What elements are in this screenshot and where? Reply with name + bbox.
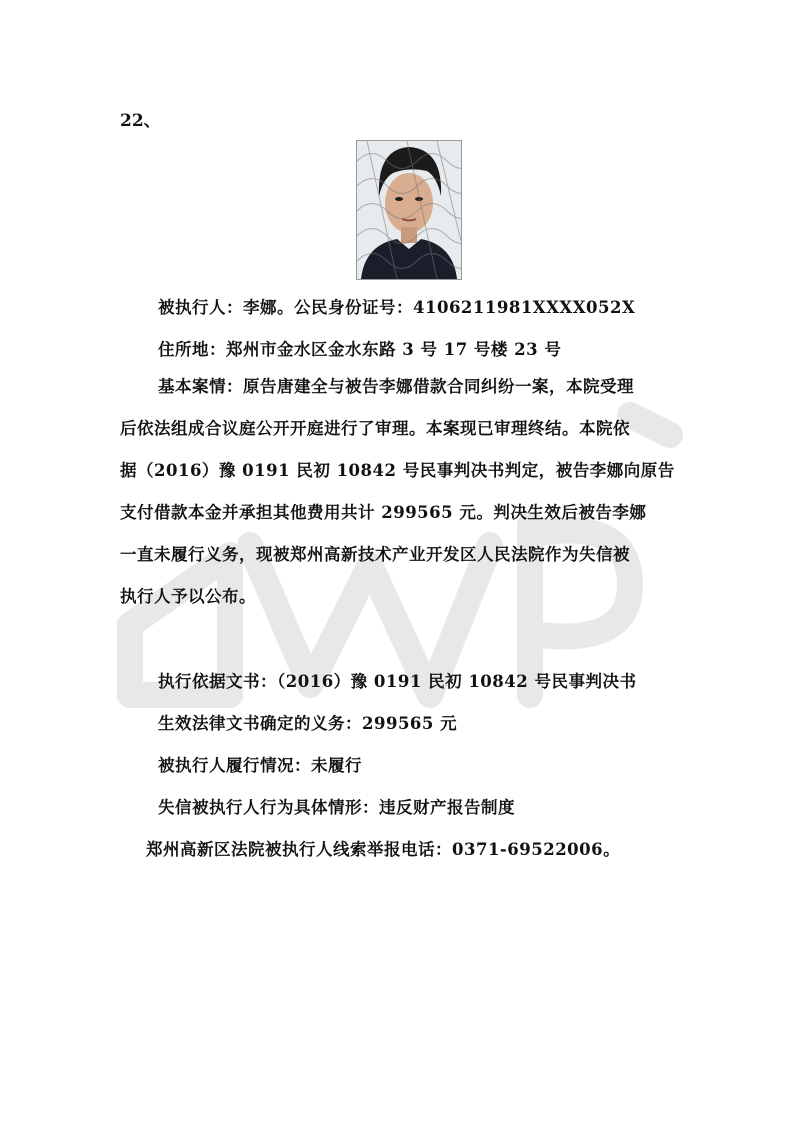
person-photo <box>356 140 462 280</box>
address-line: 住所地：郑州市金水区金水东路 3 号 17 号楼 23 号 <box>158 340 562 359</box>
case-line: 据（2016）豫 0191 民初 10842 号民事判决书判定，被告李娜向原告 <box>120 461 675 480</box>
case-line: 一直未履行义务，现被郑州高新技术产业开发区人民法院作为失信被 <box>120 545 630 564</box>
case-line: 执行人予以公布。 <box>120 587 256 606</box>
person-photo-icon <box>357 141 461 279</box>
entry-index: 22、 <box>120 111 161 131</box>
dishonest-behavior-line: 失信被执行人行为具体情形：违反财产报告制度 <box>158 798 515 817</box>
obligation-line: 生效法律文书确定的义务：299565 元 <box>158 714 458 733</box>
case-line: 后依法组成合议庭公开开庭进行了审理。本案现已审理终结。本院依 <box>120 419 630 438</box>
case-line: 基本案情：原告唐建全与被告李娜借款合同纠纷一案，本院受理 <box>158 377 634 396</box>
report-hotline-line: 郑州高新区法院被执行人线索举报电话：0371-69522006。 <box>146 840 621 859</box>
person-info-line: 被执行人：李娜。公民身份证号：4106211981XXXX052X <box>158 298 636 317</box>
enforcement-basis-line: 执行依据文书：（2016）豫 0191 民初 10842 号民事判决书 <box>158 672 637 691</box>
case-line: 支付借款本金并承担其他费用共计 299565 元。判决生效后被告李娜 <box>120 503 647 522</box>
case-description <box>120 366 680 618</box>
performance-status-line: 被执行人履行情况：未履行 <box>158 756 362 775</box>
